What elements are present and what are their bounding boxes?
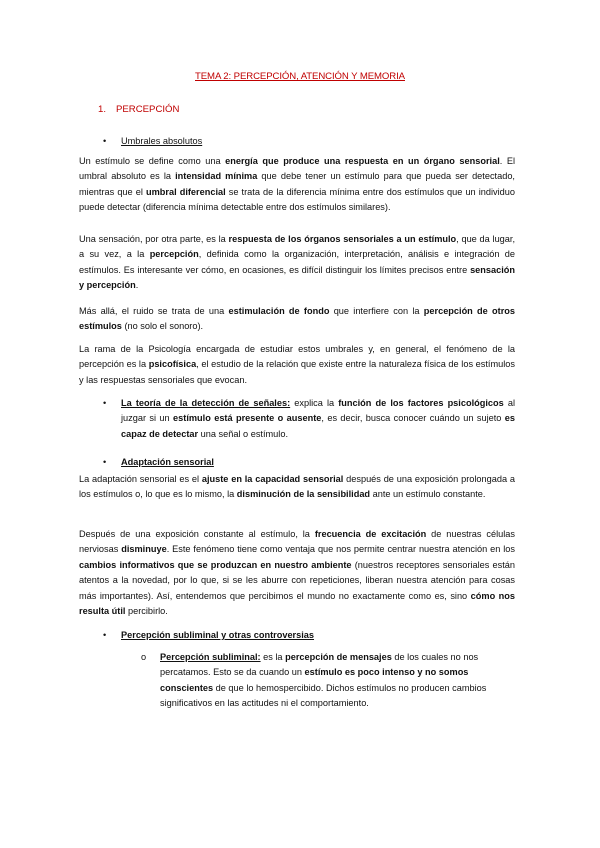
bullet-subliminal [103,628,315,644]
paragraph-6: La adaptación sensorial es el ajuste en la capacidad sensorial después de una exposición prolongada a los estímulos o, lo que es lo mismo, la disminución de la sensibilidad ante un estímulo constante. [79,474,515,500]
paragraph-4: La rama de la Psicología encargada de estudiar estos umbrales y, en general, el fenómeno de la percepción es la psicofísica, el estudio de la relación que existe entre la naturaleza física de los estímulos y las respuestas sensoriales que evocan. [79,344,515,385]
document-title: TEMA 2: PERCEPCIÓN, ATENCIÓN Y MEMORIA [195,71,405,82]
bullet-icon: • [103,136,107,146]
bullet-umbrales-label: Umbrales absolutos [121,136,203,146]
sub-bullet-subliminal: o Percepción subliminal: es la percepción de mensajes de los cuales no nos percatamos. Esto se da cuando un estímulo es poco intenso y no somos conscientes de que lo hemospercibido. Dichos estímulos no producen cambios significativos en las actitudes ni el comportamiento. [141,652,487,709]
sub-bullet-icon: o [141,652,147,662]
bullet-subliminal-label: Percepción subliminal y otras controversias [121,630,315,640]
paragraph-2: Una sensación, por otra parte, es la respuesta de los órganos sensoriales a un estímulo, que da lugar, a su vez, a la percepción, definida como la organización, interpretación, análisis e integración de estímulos. Es interesante ver cómo, en ocasiones, es difícil distinguir los límites precisos entre sensación y percepción. [79,234,515,291]
paragraph-1: Un estímulo se define como una energía que produce una respuesta en un órgano sensorial. El umbral absoluto es la intensidad mínima que debe tener un estímulo para que pueda ser detectado, mientras que el umbral diferencial se trata de la diferencia mínima entre dos estímulos que un individuo puede detectar (diferencia mínima detectable entre dos estímulos similares). [79,156,516,213]
bullet-adaptacion [103,455,214,471]
bullet-deteccion: • La teoría de la detección de señales: explica la función de los factores psicológicos al juzgar si un estímulo está presente o ausente, es decir, busca conocer cuándo un sujeto es capaz de detectar una señal o estímulo. [103,398,515,439]
bullet-umbrales [103,134,203,150]
bullet-adaptacion-label: Adaptación sensorial [121,457,214,467]
sub-bullet-label: Percepción subliminal: [160,652,261,662]
bullet-icon: • [103,398,107,408]
bullet-icon: • [103,630,107,640]
paragraph-3: Más allá, el ruido se trata de una estimulación de fondo que interfiere con la percepción de otros estímulos (no solo el sonoro). [79,306,516,332]
section-number: 1. [98,104,107,115]
section-heading [98,104,179,115]
bullet-deteccion-label: La teoría de la detección de señales: [121,398,291,408]
bullet-icon: • [103,457,107,467]
paragraph-7: Después de una exposición constante al estímulo, la frecuencia de excitación de nuestras células nerviosas disminuye. Este fenómeno tiene como ventaja que nos permite centrar nuestra atención en los cambios informativos que se produzcan en nuestro ambiente (nuestros receptores sensoriales están atentos a la novedad, por lo que, si se les aburre con repeticiones, liberan nuestra atención para cosas más importantes). Así, entendemos que percibimos el mundo no exactamente como es, sino cómo nos resulta útil percibirlo. [79,529,516,617]
section-label: PERCEPCIÓN [116,104,180,115]
